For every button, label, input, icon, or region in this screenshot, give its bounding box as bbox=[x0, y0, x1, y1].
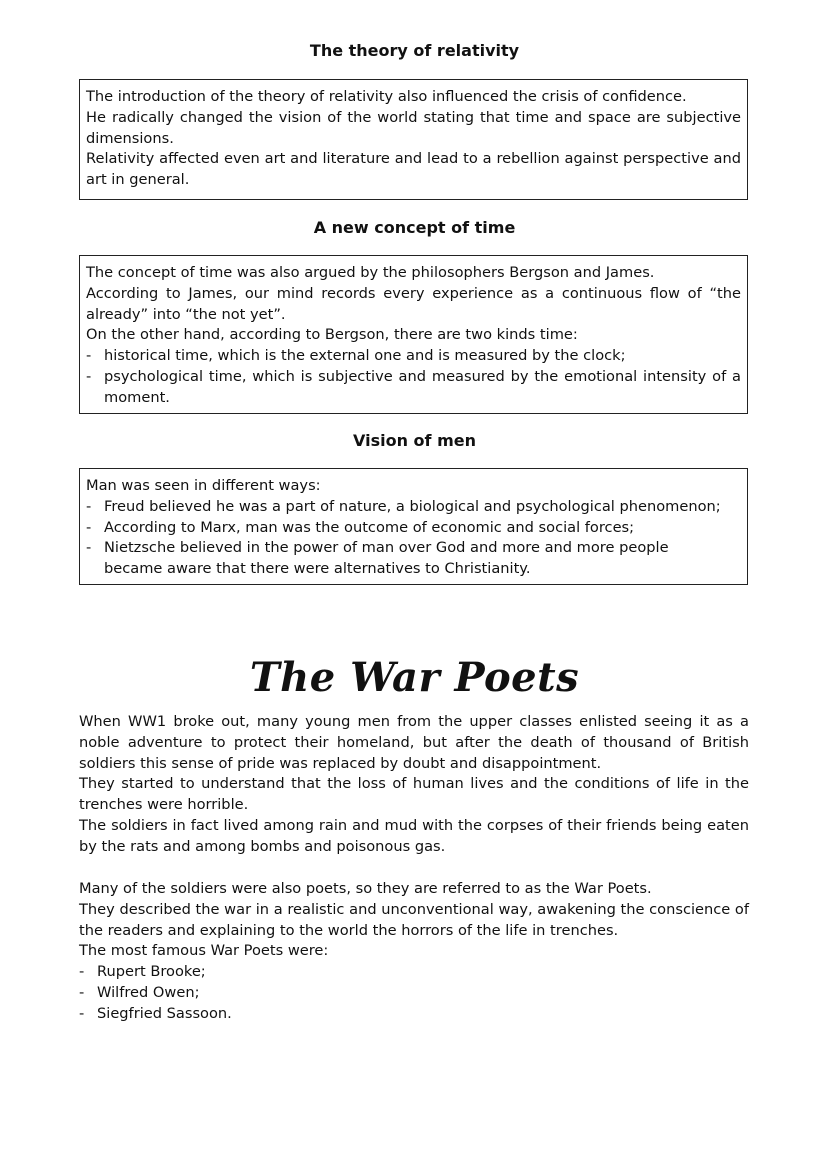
men-bullet-text: Freud believed he was a part of nature, a biological and psychological phenomenon; bbox=[104, 497, 721, 515]
war-poet-name: Siegfried Sassoon. bbox=[97, 1004, 232, 1022]
war-poet-item bbox=[79, 983, 749, 1004]
relativity-paragraph-3: Relativity affected even art and literature and lead to a rebellion against perspective and art in general. bbox=[86, 150, 741, 189]
dash-marker: - bbox=[86, 539, 92, 557]
men-intro: Man was seen in different ways: bbox=[86, 477, 321, 494]
relativity-heading: The theory of relativity bbox=[309, 41, 520, 60]
men-bullet-item bbox=[86, 538, 741, 580]
men-bullet-text: According to Marx, man was the outcome of economic and social forces; bbox=[104, 518, 635, 536]
time-bullet-item bbox=[86, 346, 741, 367]
relativity-paragraph-2: He radically changed the vision of the world stating that time and space are subjective dimensions. bbox=[86, 108, 741, 147]
war-poets-paragraph: They described the war in a realistic and unconventional way, awakening the conscience of the readers and explaining to the world the horrors of the life in trenches. bbox=[79, 900, 749, 939]
dash-marker: - bbox=[86, 367, 92, 385]
men-bullet-list bbox=[86, 497, 741, 580]
time-bullet-text: psychological time, which is subjective and measured by the emotional intensity of a moment. bbox=[104, 367, 741, 406]
men-heading: Vision of men bbox=[353, 431, 476, 450]
war-poets-paragraph: The most famous War Poets were: bbox=[79, 942, 329, 960]
time-paragraph-2: According to James, our mind records every experience as a continuous flow of “the already” into “the not yet”. bbox=[86, 284, 741, 323]
dash-marker: - bbox=[79, 983, 85, 1001]
men-bullet-text: Nietzsche believed in the power of man over God and more and more people became aware that there were alternatives to Christianity. bbox=[104, 539, 669, 578]
time-heading: A new concept of time bbox=[313, 218, 516, 237]
men-bullet-item bbox=[86, 497, 741, 518]
men-bullet-item bbox=[86, 518, 741, 539]
war-poets-paragraph: They started to understand that the loss of human lives and the conditions of life in the trenches were horrible. bbox=[79, 775, 749, 814]
relativity-paragraph-1: The introduction of the theory of relativity also influenced the crisis of confidence. bbox=[86, 88, 687, 105]
war-poet-item bbox=[79, 962, 749, 983]
relativity-box bbox=[79, 79, 748, 200]
war-poet-item bbox=[79, 1004, 749, 1025]
time-paragraph-1: The concept of time was also argued by the philosophers Bergson and James. bbox=[86, 264, 655, 281]
war-poet-name: Rupert Brooke; bbox=[97, 963, 206, 981]
dash-marker: - bbox=[79, 1004, 85, 1022]
war-poets-body-1 bbox=[79, 712, 749, 858]
time-paragraph-3: On the other hand, according to Bergson, there are two kinds time: bbox=[86, 326, 578, 344]
war-poets-title: The War Poets bbox=[249, 654, 580, 701]
dash-marker: - bbox=[86, 347, 92, 365]
war-poets-paragraph: When WW1 broke out, many young men from the upper classes enlisted seeing it as a noble adventure to protect their homeland, but after the death of thousand of British soldiers this sense of pride was replaced by doubt and disappointment. bbox=[79, 713, 749, 772]
war-poets-paragraph: Many of the soldiers were also poets, so they are referred to as the War Poets. bbox=[79, 880, 652, 897]
dash-marker: - bbox=[86, 497, 92, 515]
men-box bbox=[79, 468, 748, 585]
time-bullet-text: historical time, which is the external one and is measured by the clock; bbox=[104, 347, 626, 365]
dash-marker: - bbox=[86, 518, 92, 536]
dash-marker: - bbox=[79, 963, 85, 981]
war-poets-list bbox=[79, 962, 749, 1024]
time-bullet-list bbox=[86, 346, 741, 408]
war-poet-name: Wilfred Owen; bbox=[97, 983, 200, 1001]
time-box bbox=[79, 255, 748, 414]
time-bullet-item bbox=[86, 367, 741, 409]
war-poets-body-2 bbox=[79, 879, 749, 1025]
war-poets-paragraph: The soldiers in fact lived among rain and mud with the corpses of their friends being eaten by the rats and among bombs and poisonous gas. bbox=[79, 816, 749, 855]
